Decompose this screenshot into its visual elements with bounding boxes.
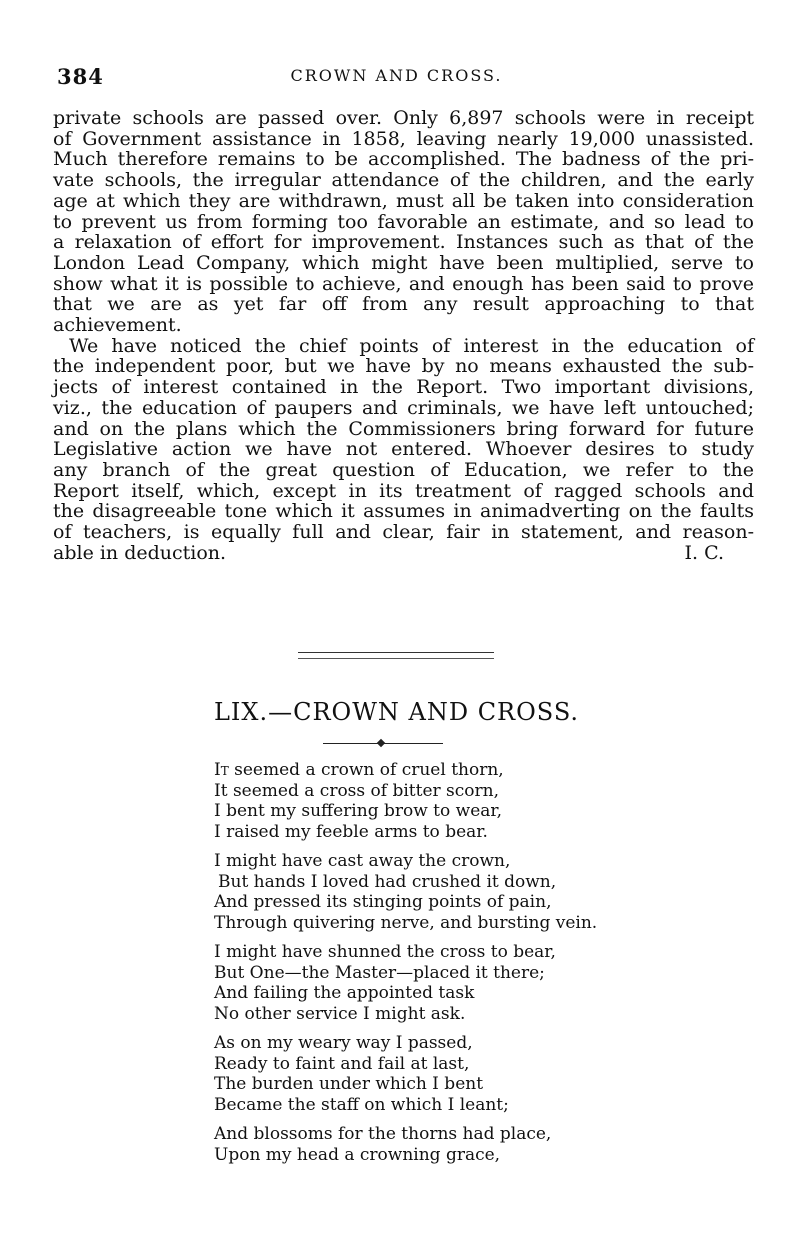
ornament-diamond-icon: [377, 739, 385, 747]
stanza-1: [214, 760, 734, 842]
verse-line: As on my weary way I passed,: [214, 1033, 473, 1053]
verse-line: No other service I might ask.: [214, 1003, 466, 1024]
stanza-2: [214, 851, 734, 933]
text-line: age at which they are withdrawn, must all be taken into consideration: [53, 189, 754, 212]
text-line: jects of interest contained in the Report. Two important divisions,: [53, 376, 754, 399]
text-line: vate schools, the irregular attendance of the children, and the early: [53, 169, 754, 192]
verse-line: Became the staff on which I leant;: [214, 1094, 509, 1115]
verse-line: Through quivering nerve, and bursting vein.: [214, 912, 598, 933]
drop-word: It: [214, 760, 229, 780]
author-initials: I. C.: [684, 541, 724, 564]
verse-line: It seemed a cross of bitter scorn,: [214, 780, 499, 801]
text-line: able in deduction.: [53, 541, 227, 564]
verse-text: seemed a crown of cruel thorn,: [228, 760, 504, 780]
text-line: that we are as yet far off from any result approaching to that: [53, 293, 754, 316]
verse-line: And failing the appointed task: [214, 983, 475, 1003]
verse-line: I might have cast away the crown,: [214, 851, 511, 871]
page-number: 384: [57, 64, 104, 89]
text-line: private schools are passed over. Only 6,897 schools were in receipt: [53, 107, 754, 129]
stanza-5: [214, 1124, 734, 1165]
text-line: We have noticed the chief points of interest in the education of: [69, 334, 754, 357]
poem-body: [214, 760, 734, 1174]
paragraph-1: [53, 108, 754, 336]
verse-line: [214, 760, 734, 781]
text-line: Much therefore remains to be accomplished. The badness of the pri-: [53, 148, 754, 171]
verse-line: The burden under which I bent: [214, 1074, 484, 1094]
text-line: Legislative action we have not entered. Whoever desires to study: [53, 438, 754, 461]
poem-title: LIX.—CROWN AND CROSS.: [213, 698, 580, 726]
verse-line: I bent my suffering brow to wear,: [214, 801, 503, 821]
verse-line: But hands I loved had crushed it down,: [218, 871, 557, 892]
stanza-4: [214, 1033, 734, 1115]
stanza-3: [214, 942, 734, 1024]
verse-line: And blossoms for the thorns had place,: [214, 1124, 552, 1144]
text-line: London Lead Company, which might have been multiplied, serve to: [53, 251, 754, 274]
paragraph-2: [53, 336, 754, 564]
text-line: achievement.: [53, 314, 182, 337]
verse-line: And pressed its stinging points of pain,: [214, 892, 552, 912]
text-line: the disagreeable tone which it assumes in animadverting on the faults: [53, 500, 754, 523]
running-title: CROWN AND CROSS.: [290, 66, 503, 85]
text-line: any branch of the great question of Education, we refer to the: [53, 458, 754, 481]
ornament-divider: [323, 740, 443, 748]
text-line: show what it is possible to achieve, and enough has been said to prove: [53, 272, 754, 295]
section-divider: [298, 652, 494, 659]
text-line: and on the plans which the Commissioners bring forward for future: [53, 417, 754, 440]
verse-line: I raised my feeble arms to bear.: [214, 821, 488, 842]
verse-line: But One—the Master—placed it there;: [214, 962, 545, 983]
text-line: to prevent us from forming too favorable an estimate, and so lead to: [53, 210, 754, 233]
text-line: viz., the education of paupers and criminals, we have left untouched;: [53, 396, 754, 419]
text-line: Report itself, which, except in its treatment of ragged schools and: [53, 479, 754, 502]
signoff-line: [53, 543, 754, 564]
text-line: the independent poor, but we have by no means exhausted the sub-: [53, 355, 754, 378]
verse-line: I might have shunned the cross to bear,: [214, 942, 556, 962]
verse-line: Ready to faint and fail at last,: [214, 1053, 470, 1074]
text-line: of Government assistance in 1858, leaving nearly 19,000 unassisted.: [53, 127, 754, 150]
text-line: of teachers, is equally full and clear, fair in statement, and reason-: [53, 521, 754, 544]
text-line: a relaxation of effort for improvement. Instances such as that of the: [53, 231, 754, 254]
article-body: [53, 108, 754, 563]
verse-line: Upon my head a crowning grace,: [214, 1144, 501, 1165]
